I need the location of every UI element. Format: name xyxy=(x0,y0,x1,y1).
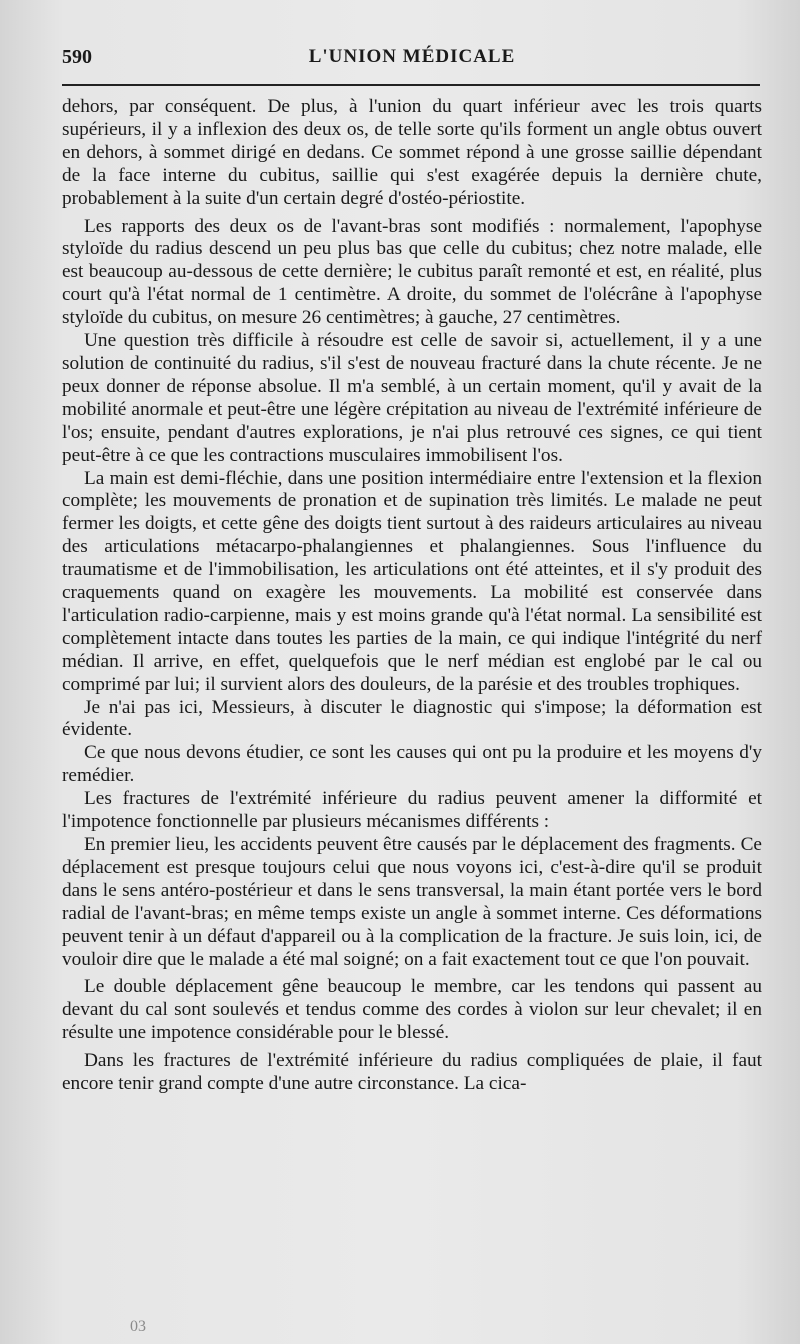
header-rule xyxy=(62,84,760,86)
page-header xyxy=(62,46,762,76)
paragraph-9: Le double déplacement gêne beaucoup le membre, car les tendons qui passent au devant du cal sont soulevés et tendus comme des cordes à violon sur leur chevalet; il en résulte une impotence considérable pour le blessé. xyxy=(62,976,762,1044)
footer-mark: 03 xyxy=(130,1318,146,1335)
paragraph-10: Dans les fractures de l'extrémité inférieure du radius compliquées de plaie, il faut encore tenir grand compte d'une autre circonstance. La cica- xyxy=(62,1050,762,1095)
paragraph-5: Je n'ai pas ici, Messieurs, à discuter le diagnostic qui s'impose; la déformation est évidente. xyxy=(62,696,762,741)
paragraph-7: Les fractures de l'extrémité inférieure du radius peuvent amener la difformité et l'impotence fonctionnelle par plusieurs mécanismes différents : xyxy=(62,788,762,833)
paragraph-6: Ce que nous devons étudier, ce sont les causes qui ont pu la produire et les moyens d'y remédier. xyxy=(62,742,762,787)
paragraph-8: En premier lieu, les accidents peuvent être causés par le déplacement des fragments. Ce déplacement est presque toujours celui que nous voyons ici, c'est-à-dire qu'il se produit dans le sens antéro-postérieur et dans le sens transversal, la main étant portée vers le bord radial de l'avant-bras; en même temps existe un angle à sommet interne. Ces déformations peuvent tenir à un défaut d'appareil ou à la complication de la fracture. Je suis loin, ici, de vouloir dire que le malade a été mal soigné; on a fait exactement tout ce que l'on pouvait. xyxy=(62,834,762,970)
page-number: 590 xyxy=(62,46,92,68)
running-title: L'UNION MÉDICALE xyxy=(308,46,516,67)
paragraph-1: dehors, par conséquent. De plus, à l'union du quart inférieur avec les trois quarts supérieurs, il y a inflexion des deux os, de telle sorte qu'ils forment un angle obtus ouvert en dehors, à sommet dirigé en dedans. Ce sommet répond à une grosse saillie dépendant de la face interne du cubitus, saillie qui s'est exagérée depuis la dernière chute, probablement à la suite d'un certain degré d'ostéo-périostite. xyxy=(62,96,762,209)
paragraph-2: Les rapports des deux os de l'avant-bras sont modifiés : normalement, l'apophyse styloïde du radius descend un peu plus bas que celle du cubitus; chez notre malade, elle est beaucoup au-dessous de cette dernière; le cubitus paraît remonté et est, en réalité, plus court qu'à l'état normal de 1 centimètre. A droite, du sommet de l'olécrâne à l'apophyse styloïde du cubitus, on mesure 26 centimètres; à gauche, 27 centimètres. xyxy=(62,215,762,329)
paragraph-4: La main est demi-fléchie, dans une position intermédiaire entre l'extension et la flexion complète; les mouvements de pronation et de supination très limités. Le malade ne peut fermer les doigts, et cette gêne des doigts tient surtout à des raideurs articulaires au niveau des articulations métacarpo-phalangiennes et phalangiennes. Sous l'influence du traumatisme et de l'immobilisation, les articulations ont été atteintes, et il s'y produit des craquements quand on exagère les mouvements. La mobilité est conservée dans l'articulation radio-carpienne, mais y est moins grande qu'à l'état normal. La sensibilité est complètement intacte dans toutes les parties de la main, ce qui indique l'intégrité du nerf médian. Il arrive, en effet, quelquefois que le nerf médian est englobé par le cal ou comprimé par lui; il survient alors des douleurs, de la parésie et des troubles trophiques. xyxy=(62,467,762,695)
paragraph-3: Une question très difficile à résoudre est celle de savoir si, actuellement, il y a une solution de continuité du radius, s'il s'est de nouveau fracturé dans la chute récente. Je ne peux donner de réponse absolue. Il m'a semblé, à un certain moment, qu'il y avait de la mobilité anormale et peut-être une légère crépitation au niveau de l'extrémité inférieure de l'os; ensuite, pendant d'autres explorations, je n'ai plus retrouvé ces signes, ce qui tient peut-être à ce que les contractions musculaires immobilisent l'os. xyxy=(62,330,762,466)
body-text xyxy=(62,96,762,1096)
